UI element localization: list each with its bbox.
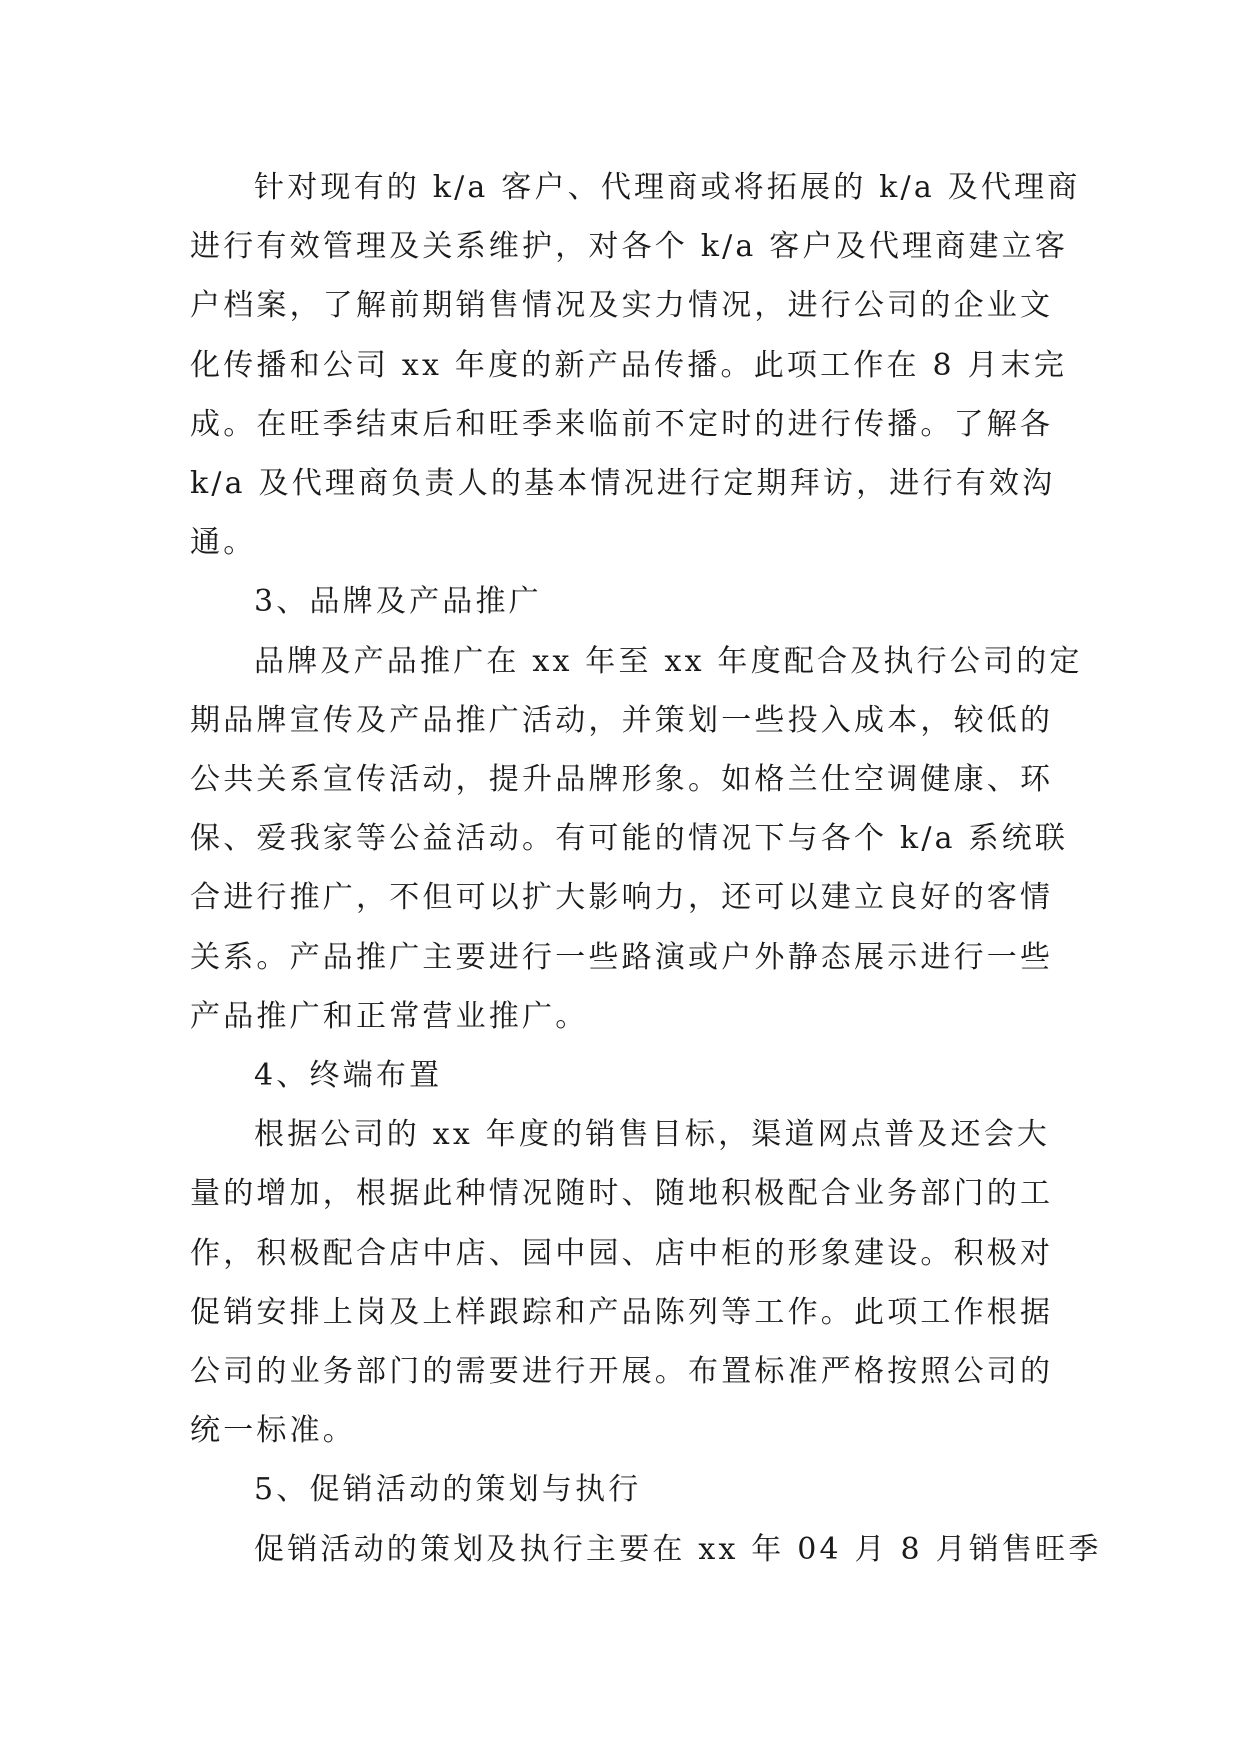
text-line: 户档案，了解前期销售情况及实力情况，进行公司的企业文 — [190, 288, 1054, 324]
text-line: 成。在旺季结束后和旺季来临前不定时的进行传播。了解各 — [190, 406, 1054, 442]
section-heading: 5、促销活动的策划与执行 — [254, 1472, 642, 1508]
text-line: 统一标准。 — [190, 1413, 356, 1449]
text-line: 公共关系宣传活动，提升品牌形象。如格兰仕空调健康、环 — [190, 762, 1054, 798]
text-line: k/a 及代理商负责人的基本情况进行定期拜访，进行有效沟 — [190, 466, 1056, 502]
text-line: 化传播和公司 xx 年度的新产品传播。此项工作在 8 月末完 — [190, 347, 1068, 383]
section-heading: 3、品牌及产品推广 — [254, 584, 542, 620]
text-line: 关系。产品推广主要进行一些路演或户外静态展示进行一些 — [190, 939, 1054, 975]
text-line: 保、爱我家等公益活动。有可能的情况下与各个 k/a 系统联 — [190, 821, 1069, 857]
text-line: 作，积极配合店中店、园中园、店中柜的形象建设。积极对 — [190, 1235, 1054, 1271]
text-line: 促销活动的策划及执行主要在 xx 年 04 月 8 月销售旺季 — [254, 1531, 1102, 1567]
text-line: 进行有效管理及关系维护，对各个 k/a 客户及代理商建立客 — [190, 229, 1069, 265]
text-line: 促销安排上岗及上样跟踪和产品陈列等工作。此项工作根据 — [190, 1294, 1054, 1330]
text-line: 根据公司的 xx 年度的销售目标，渠道网点普及还会大 — [254, 1117, 1051, 1153]
text-line: 期品牌宣传及产品推广活动，并策划一些投入成本，较低的 — [190, 702, 1054, 738]
document-body — [190, 158, 1102, 1579]
text-line: 公司的业务部门的需要进行开展。布置标准严格按照公司的 — [190, 1354, 1054, 1390]
text-line: 通。 — [190, 525, 257, 561]
text-line: 产品推广和正常营业推广。 — [190, 998, 589, 1034]
text-line: 针对现有的 k/a 客户、代理商或将拓展的 k/a 及代理商 — [254, 170, 1081, 205]
section-heading: 4、终端布置 — [254, 1058, 443, 1094]
text-line: 合进行推广，不但可以扩大影响力，还可以建立良好的客情 — [190, 880, 1054, 916]
text-line: 品牌及产品推广在 xx 年至 xx 年度配合及执行公司的定 — [254, 643, 1083, 679]
text-line: 量的增加，根据此种情况随时、随地积极配合业务部门的工 — [190, 1176, 1054, 1212]
